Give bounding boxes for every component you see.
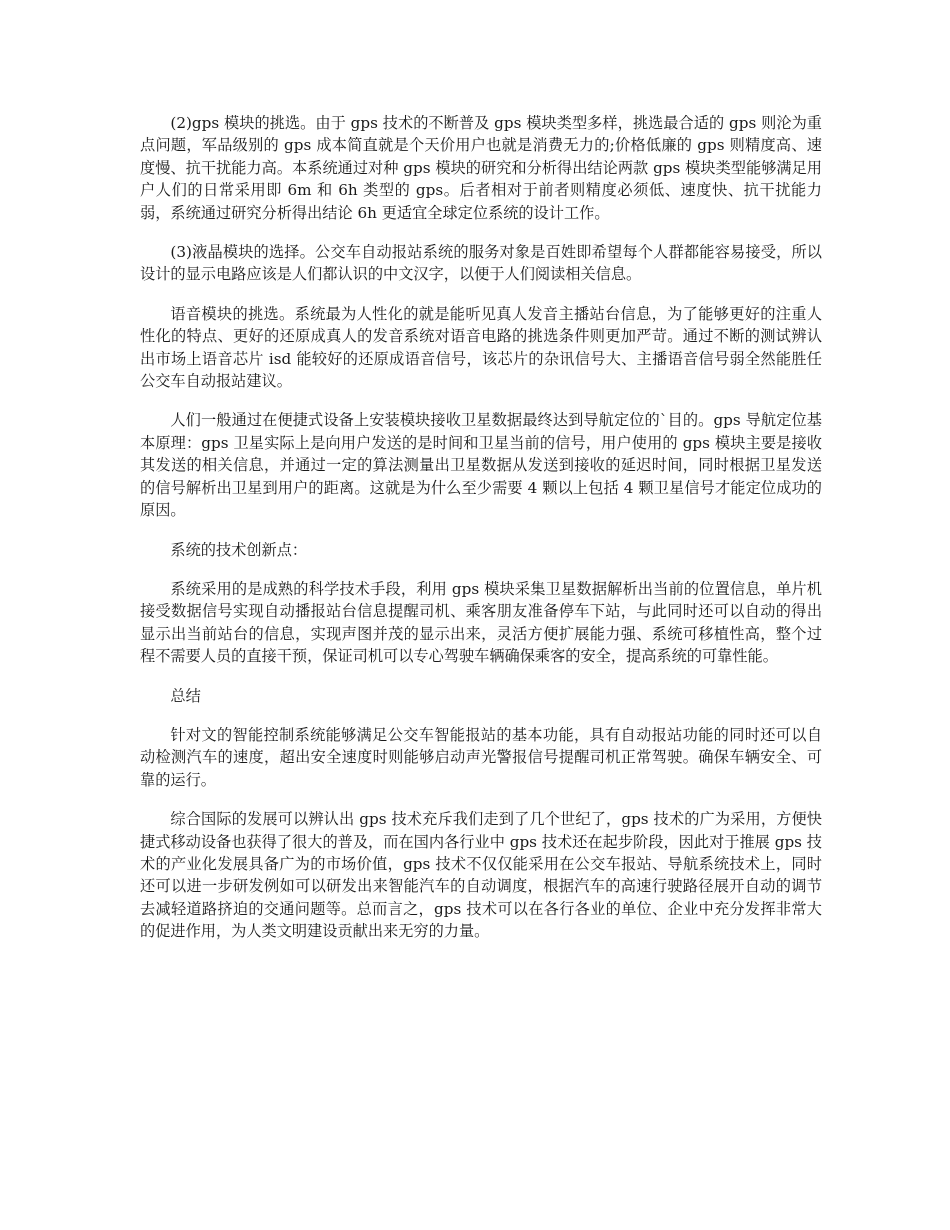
paragraph-voice-module-selection: 语音模块的挑选。系统最为人性化的就是能听见真人发音主播站台信息，为了能够更好的注重人性化的特点、更好的还原成真人的发音系统对语音电路的挑选条件则更加严苛。通过不断的测试辨认出市场上语音芯片 isd 能较好的还原成语音信号，该芯片的杂讯信号大、主播语音信号弱全然能胜任公交车自动报站建议。 (140, 304, 822, 391)
paragraph-gps-navigation-principle: 人们一般通过在便捷式设备上安装模块接收卫星数据最终达到导航定位的`目的。gps 导航定位基本原理：gps 卫星实际上是向用户发送的是时间和卫星当前的信号，用户使用的 gps 模块主要是接收其发送的相关信息，并通过一定的算法测量出卫星数据从发送到接收的延迟时间，同时根据卫星发送的信号解析出卫星到用户的距离。这就是为什么至少需要 4 颗以上包括 4 颗卫星信号才能定位成功的原因。 (140, 411, 822, 520)
paragraph-gps-module-selection: (2)gps 模块的挑选。由于 gps 技术的不断普及 gps 模块类型多样，挑选最合适的 gps 则沦为重点问题，军品级别的 gps 成本简直就是个天价用户也就是消费无力的;价格低廉的 gps 则精度高、速度慢、抗干扰能力高。本系统通过对种 gps 模块的研究和分析得出结论两款 gps 模块类型能够满足用户人们的日常采用即 6m 和 6h 类型的 gps。后者相对于前者则精度必须低、速度快、抗干扰能力弱，系统通过研究分析得出结论 6h 更适宜全球定位系统的设计工作。 (140, 114, 822, 222)
section-heading-innovation: 系统的技术创新点： (170, 540, 308, 559)
paragraph-summary: 针对文的智能控制系统能够满足公交车智能报站的基本功能，具有自动报站功能的同时还可以自动检测汽车的速度，超出安全速度时则能够启动声光警报信号提醒司机正常驾驶。确保车辆安全、可靠的运行。 (140, 725, 822, 789)
paragraph-conclusion: 综合国际的发展可以辨认出 gps 技术充斥我们走到了几个世纪了，gps 技术的广为采用，方便快捷式移动设备也获得了很大的普及，而在国内各行业中 gps 技术还在起步阶段，因此对于推展 gps 技术的产业化发展具备广为的市场价值，gps 技术不仅仅能采用在公交车报站、导航系统技术上，同时还可以进一步研发例如可以研发出来智能汽车的自动调度，根据汽车的高速行驶路径展开自动的调节去减轻道路挤迫的交通问题等。总而言之，gps 技术可以在各行各业的单位、企业中充分发挥非常大的促进作用，为人类文明建设贡献出来无穷的力量。 (140, 810, 822, 941)
paragraph-lcd-module-selection: (3)液晶模块的选择。公交车自动报站系统的服务对象是百姓即希望每个人群都能容易接受，所以设计的显示电路应该是人们都认识的中文汉字，以便于人们阅读相关信息。 (140, 243, 822, 284)
paragraph-innovation-details: 系统采用的是成熟的科学技术手段，利用 gps 模块采集卫星数据解析出当前的位置信息，单片机接受数据信号实现自动播报站台信息提醒司机、乘客朋友准备停车下站，与此同时还可以自动的得出显示出当前站台的信息，实现声图并茂的显示出来，灵活方便扩展能力强、系统可移植性高，整个过程不需要人员的直接干预，保证司机可以专心驾驶车辆确保乘客的安全，提高系统的可靠性能。 (140, 579, 822, 666)
section-heading-summary: 总结 (170, 686, 201, 705)
document-body (140, 112, 822, 960)
